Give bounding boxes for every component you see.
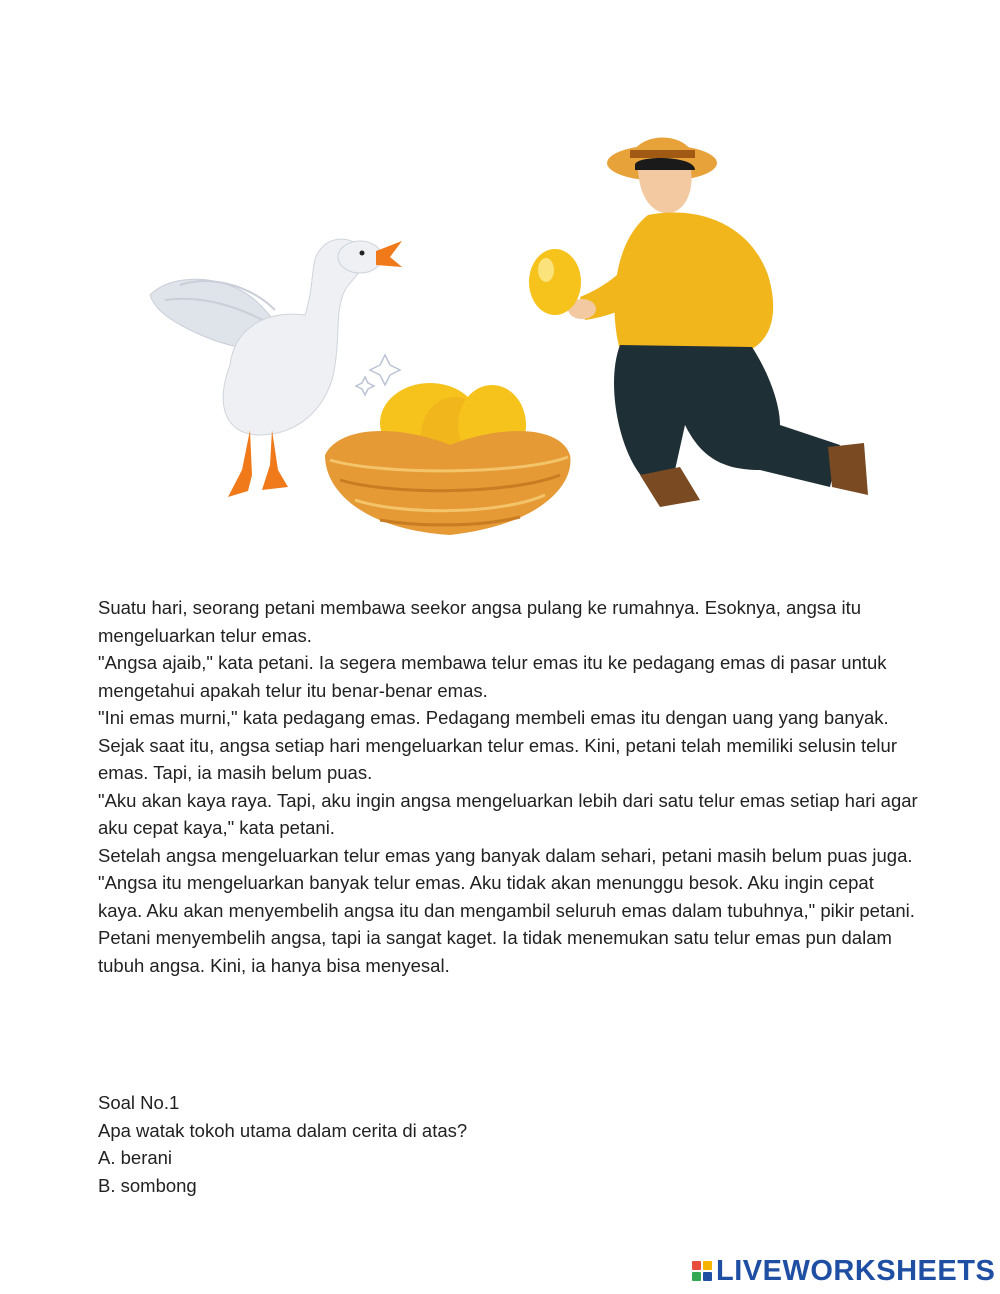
nest-with-golden-eggs-icon: [325, 383, 570, 535]
story-paragraph: Setelah angsa mengeluarkan telur emas yang banyak dalam sehari, petani masih belum puas juga.: [98, 844, 913, 866]
story-paragraph: Petani menyembelih angsa, tapi ia sangat kaget. Ia tidak menemukan satu telur emas pun dalam tubuh angsa. Kini, ia hanya bisa menyesal.: [98, 927, 892, 976]
logo-text: LIVEWORKSHEETS: [716, 1254, 996, 1287]
story-paragraph: Suatu hari, seorang petani membawa seekor angsa pulang ke rumahnya. Esoknya, angsa itu mengeluarkan telur emas.: [98, 597, 862, 646]
story-illustration: [140, 125, 880, 545]
sparkle-icon: [356, 355, 400, 395]
logo-blocks-icon: [692, 1261, 712, 1281]
story-paragraph: "Angsa ajaib," kata petani. Ia segera membawa telur emas itu ke pedagang emas di pasar untuk mengetahui apakah telur itu benar-benar emas.: [98, 652, 887, 701]
farmer-holding-golden-egg-icon: [529, 138, 868, 508]
story-paragraph: "Aku akan kaya raya. Tapi, aku ingin angsa mengeluarkan lebih dari satu telur emas setiap hari agar aku cepat kaya," kata petani.: [98, 789, 918, 838]
story-paragraph: Sejak saat itu, angsa setiap hari mengeluarkan telur emas. Kini, petani telah memiliki selusin telur emas. Tapi, ia masih belum puas.: [98, 734, 897, 783]
question-number: Soal No.1: [98, 1092, 180, 1113]
answer-option-a[interactable]: A. berani: [98, 1147, 173, 1168]
question-prompt: Apa watak tokoh utama dalam cerita di atas?: [98, 1119, 468, 1141]
story-paragraph: "Angsa itu mengeluarkan banyak telur emas. Aku tidak akan menunggu besok. Aku ingin cepat kaya. Aku akan menyembelih angsa itu dan mengambil seluruh emas dalam tubuhnya," pikir petani.: [98, 872, 915, 921]
answer-option-b[interactable]: B. sombong: [98, 1174, 197, 1196]
story-text: [98, 594, 918, 979]
story-paragraph: "Ini emas murni," kata pedagang emas. Pedagang membeli emas itu dengan uang yang banyak.: [98, 707, 889, 728]
question-block: [98, 1089, 918, 1199]
liveworksheets-logo: [692, 1253, 995, 1289]
